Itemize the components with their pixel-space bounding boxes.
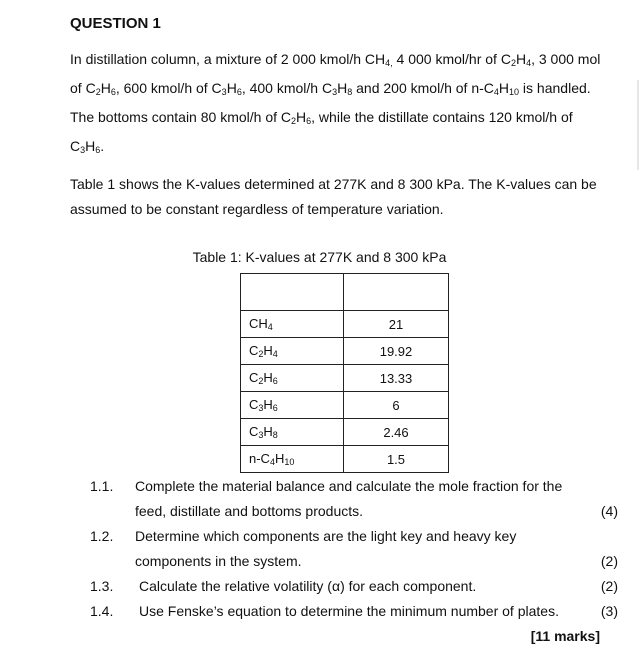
question-title: QUESTION 1 <box>70 15 161 32</box>
table-header-row <box>241 274 449 311</box>
subquestion-text: Calculate the relative volatility (α) for each component. <box>139 578 477 594</box>
total-marks: [11 marks] <box>530 628 600 644</box>
subquestion-item <box>90 474 618 524</box>
table-row <box>241 311 449 338</box>
header-cell-empty <box>241 274 344 311</box>
table-row <box>241 392 449 419</box>
k-value-cell: 19.92 <box>344 338 449 365</box>
k-values-table <box>240 273 449 473</box>
k-value-cell: 6 <box>344 392 449 419</box>
component-cell: $C_3H_8$ <box>241 419 344 446</box>
subquestion-number: 1.2. <box>90 528 114 544</box>
subquestion-marks: (2) <box>600 553 618 569</box>
component-cell: $C_3H_6$ <box>241 392 344 419</box>
subquestion-text: Determine which components are the light key and heavy key components in the system. <box>135 528 517 569</box>
subquestion-number: 1.3. <box>90 578 114 594</box>
subquestion-marks: (2) <box>600 578 618 594</box>
table-caption: Table 1: K-values at 277K and 8 300 kPa <box>192 249 447 265</box>
table-row <box>241 365 449 392</box>
component-cell: $C_2H_4$ <box>241 338 344 365</box>
k-value-cell: 21 <box>344 311 449 338</box>
k-value-cell: 13.33 <box>344 365 449 392</box>
subquestion-marks: (3) <box>600 603 618 619</box>
subquestion-marks: (4) <box>600 503 618 519</box>
subquestion-text: Complete the material balance and calculate the mole fraction for the feed, distillate and bottoms products. <box>135 478 563 519</box>
subquestion-item <box>90 599 618 624</box>
problem-statement: In distillation column, a mixture of 2 000 kmol/h $CH_{4,}$ 4 000 kmol/hr of $C_2H_4$, 3 000 mol of $C_2H_6$, 600 kmol/h of $C_3H_6$, 400 kmol/h $C_3H_8$ and 200 kmol/h of $n-C_4H_{10}$ is handled. The bottoms contain 80 kmol/h of $C_2H_6$, while the distillate contains 120 kmol/h of $C_3H_6$. <box>70 51 601 155</box>
table-intro-text: Table 1 shows the K-values determined at 277K and 8 300 kPa. The K-values can be assumed to be constant regardless of temperature variation. <box>70 176 597 217</box>
subquestion-number: 1.4. <box>90 603 114 619</box>
subquestion-number: 1.1. <box>90 478 114 494</box>
subquestion-text: Use Fenske’s equation to determine the minimum number of plates. <box>139 603 559 619</box>
component-cell: $C_2H_6$ <box>241 365 344 392</box>
component-cell: $n-C_4H_{10}$ <box>241 446 344 473</box>
k-value-cell: 2.46 <box>344 419 449 446</box>
subquestion-item <box>90 524 618 574</box>
k-value-cell: 1.5 <box>344 446 449 473</box>
header-cell-empty <box>344 274 449 311</box>
subquestion-list <box>90 474 618 624</box>
subquestion-item <box>90 574 618 599</box>
component-cell: $CH_4$ <box>241 311 344 338</box>
table-row <box>241 446 449 473</box>
table-row <box>241 338 449 365</box>
table-row <box>241 419 449 446</box>
